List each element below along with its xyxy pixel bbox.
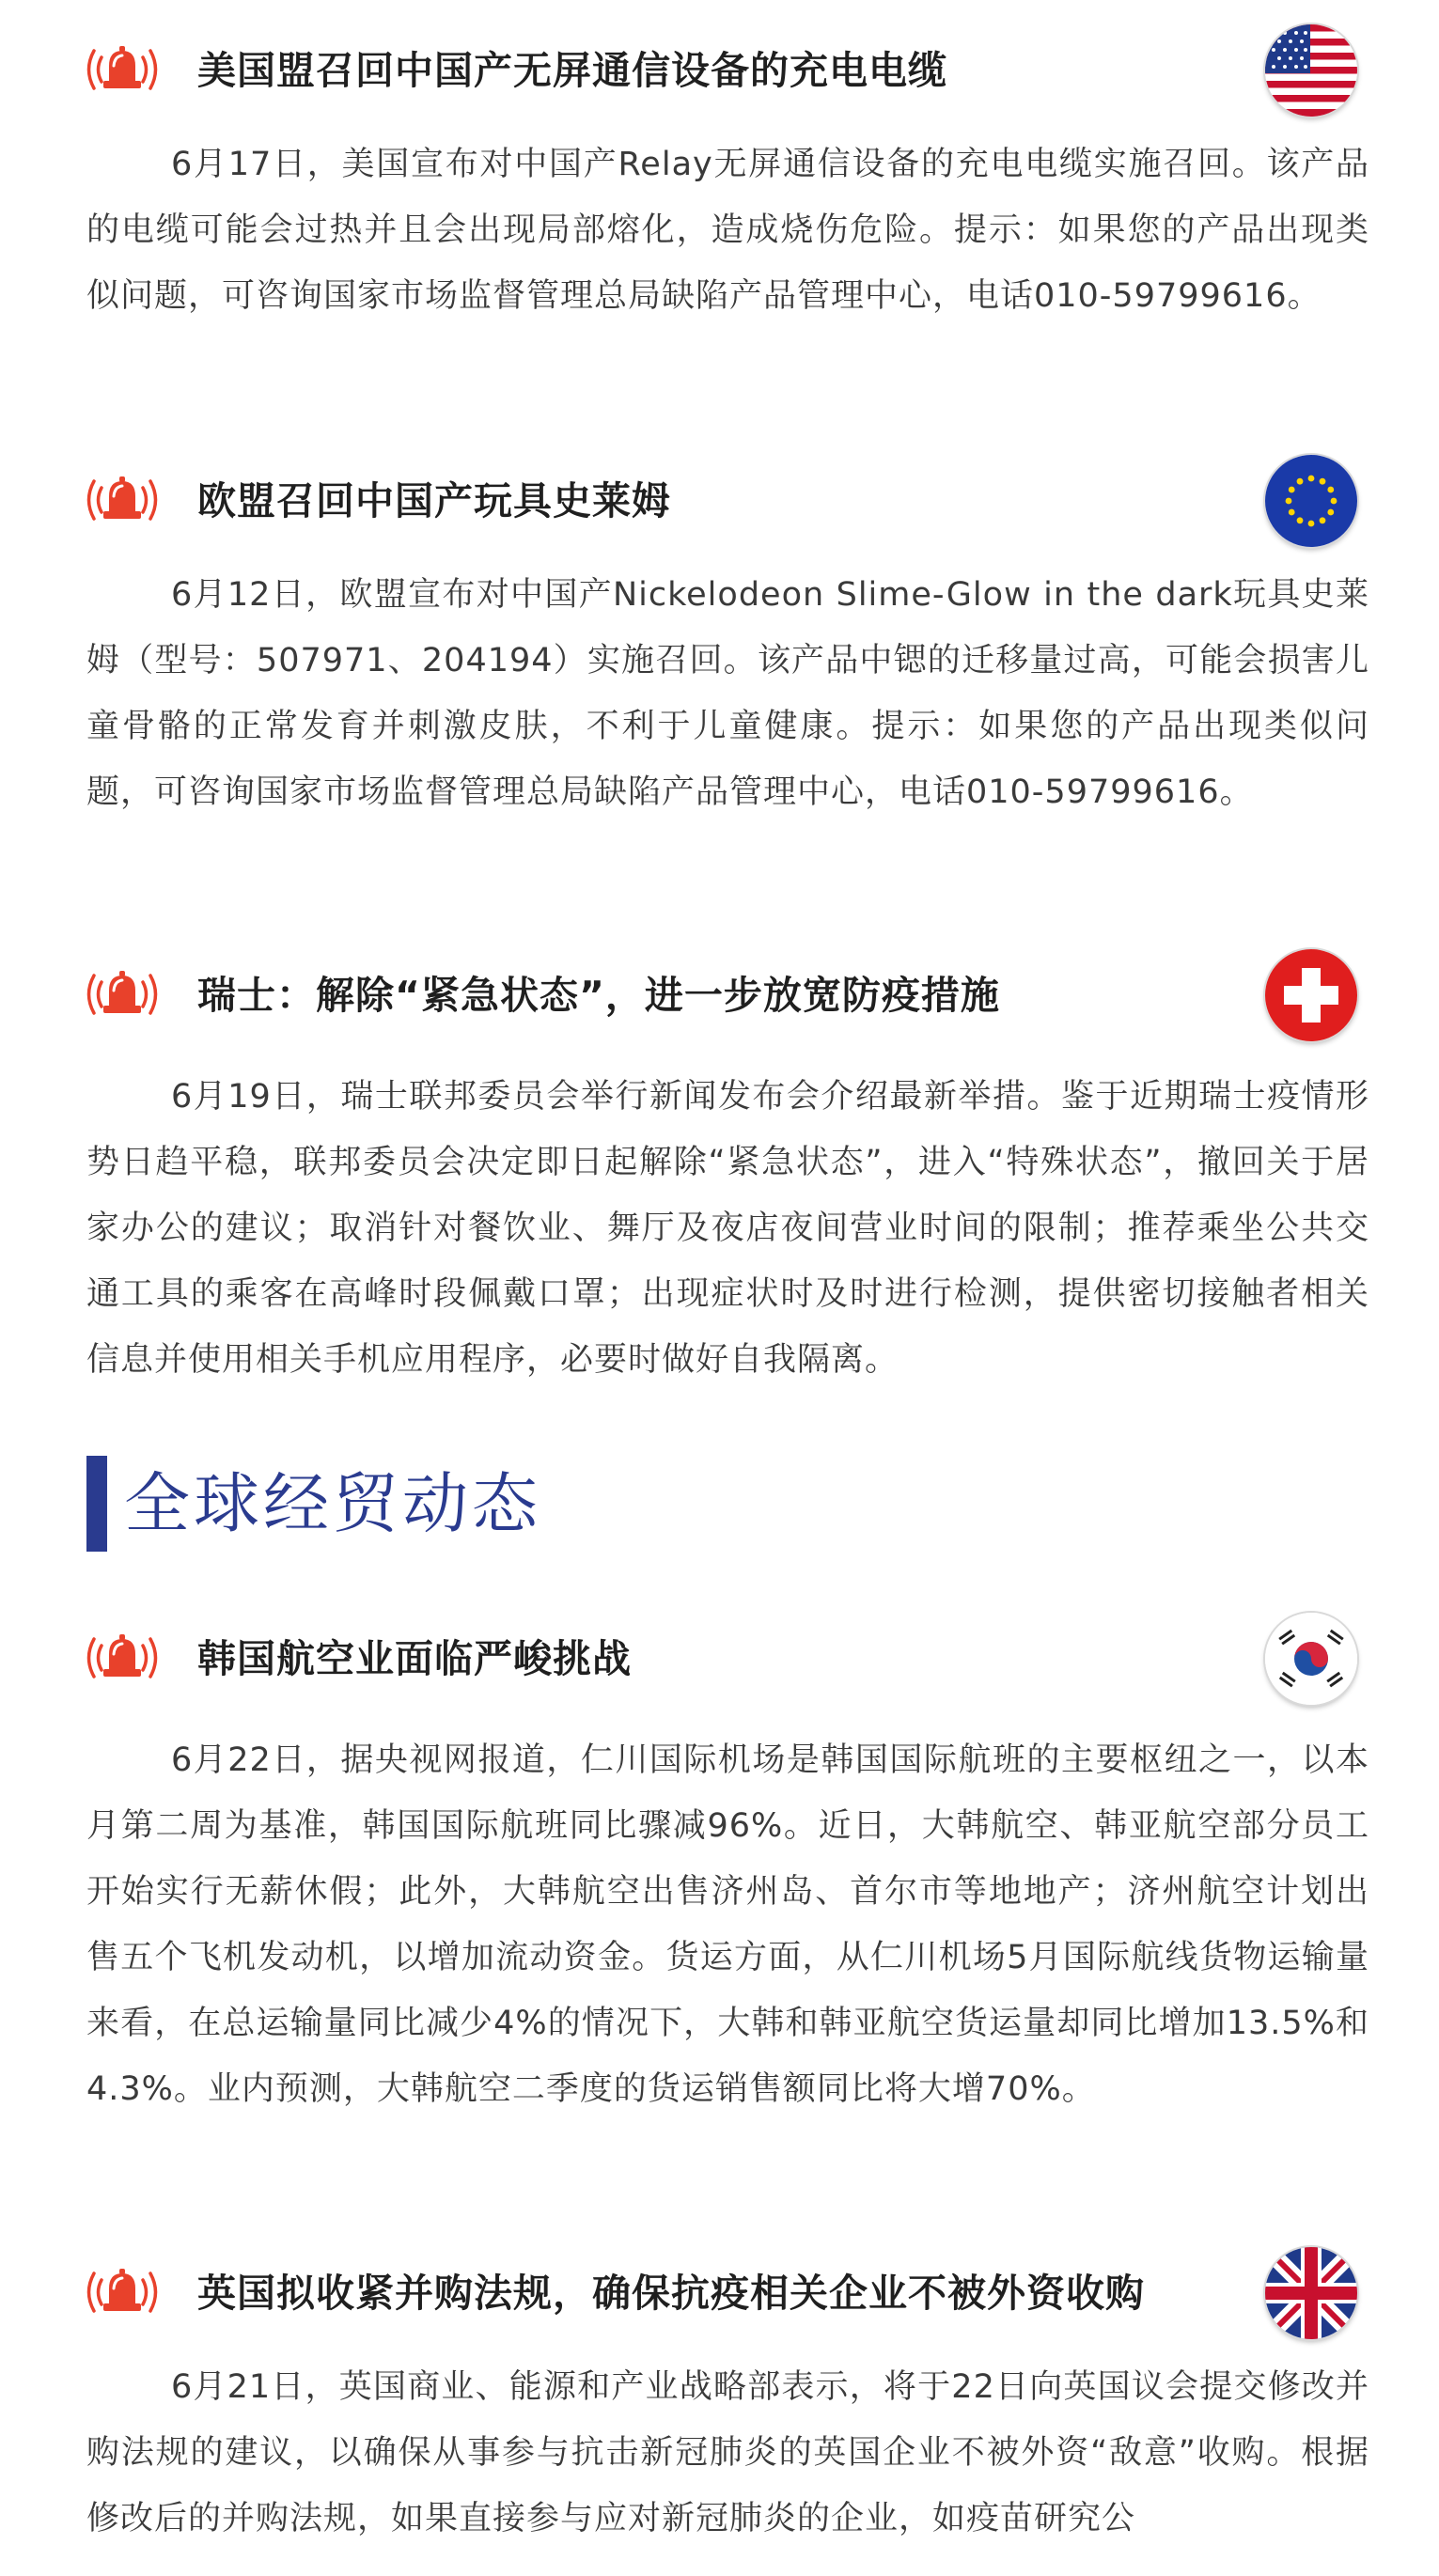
section-title: 全球经贸动态 — [124, 1465, 541, 1542]
us-flag-icon — [1265, 24, 1357, 117]
section-accent-bar — [86, 1456, 107, 1552]
article-title: 美国盟召回中国产无屏通信设备的充电电缆 — [197, 48, 947, 93]
article-header — [0, 2241, 1439, 2345]
article-body: 6月12日，欧盟宣布对中国产Nickelodeon Slime-Glow in the dark玩具史莱姆（型号：507971、204194）实施召回。该产品中锶的迁移量过高，可能会损害儿童骨骼的正常发育并刺激皮肤，不利于儿童健康。提示：如果您的产品出现类似问题，可咨询国家市场监督管理总局缺陷产品管理中心，电话010-59799616。 — [86, 576, 1369, 811]
alarm-icon — [75, 968, 169, 1021]
article-title: 韩国航空业面临严峻挑战 — [197, 1636, 632, 1681]
swiss-flag-icon — [1265, 949, 1357, 1041]
article-body: 6月19日，瑞士联邦委员会举行新闻发布会介绍最新举措。鉴于近期瑞士疫情形势日趋平稳，联邦委员会决定即日起解除“紧急状态”，进入“特殊状态”，撤回关于居家办公的建议；取消针对餐饮业、舞厅及夜店夜间营业时间的限制；推荐乘坐公共交通工具的乘客在高峰时段佩戴口罩；出现症状时及时进行检测，提供密切接触者相关信息并使用相关手机应用程序，必要时做好自我隔离。 — [86, 1078, 1369, 1379]
article-header — [0, 1607, 1439, 1710]
alarm-icon — [75, 43, 169, 96]
article-header — [0, 449, 1439, 553]
alarm-icon — [75, 1631, 169, 1684]
article-body: 6月21日，英国商业、能源和产业战略部表示，将于22日向英国议会提交修改并购法规的建议，以确保从事参与抗击新冠肺炎的英国企业不被外资“敌意”收购。根据修改后的并购法规，如果直接参与应对新冠肺炎的企业，如疫苗研究公 — [86, 2368, 1369, 2537]
korea-flag-icon — [1265, 1613, 1357, 1705]
uk-flag-icon — [1265, 2247, 1357, 2339]
eu-flag-icon — [1265, 455, 1357, 547]
article-title: 英国拟收紧并购法规，确保抗疫相关企业不被外资收购 — [197, 2271, 1145, 2316]
article-body: 6月17日，美国宣布对中国产Relay无屏通信设备的充电电缆实施召回。该产品的电缆可能会过热并且会出现局部熔化，造成烧伤危险。提示：如果您的产品出现类似问题，可咨询国家市场监督管理总局缺陷产品管理中心，电话010-59799616。 — [86, 146, 1369, 315]
article-title: 瑞士：解除“紧急状态”，进一步放宽防疫措施 — [197, 973, 1000, 1018]
alarm-icon — [75, 2266, 169, 2318]
article-title: 欧盟召回中国产玩具史莱姆 — [197, 478, 671, 523]
article-header — [0, 944, 1439, 1047]
alarm-icon — [75, 474, 169, 526]
article-header — [0, 19, 1439, 122]
article-body: 6月22日，据央视网报道，仁川国际机场是韩国国际航班的主要枢纽之一，以本月第二周为基准，韩国国际航班同比骤减96%。近日，大韩航空、韩亚航空部分员工开始实行无薪休假；此外，大韩航空出售济州岛、首尔市等地地产；济州航空计划出售五个飞机发动机，以增加流动资金。货运方面，从仁川机场5月国际航线货物运输量来看，在总运输量同比减少4%的情况下，大韩和韩亚航空货运量却同比增加13.5%和4.3%。业内预测，大韩航空二季度的货运销售额同比将大增70%。 — [86, 1741, 1369, 2108]
